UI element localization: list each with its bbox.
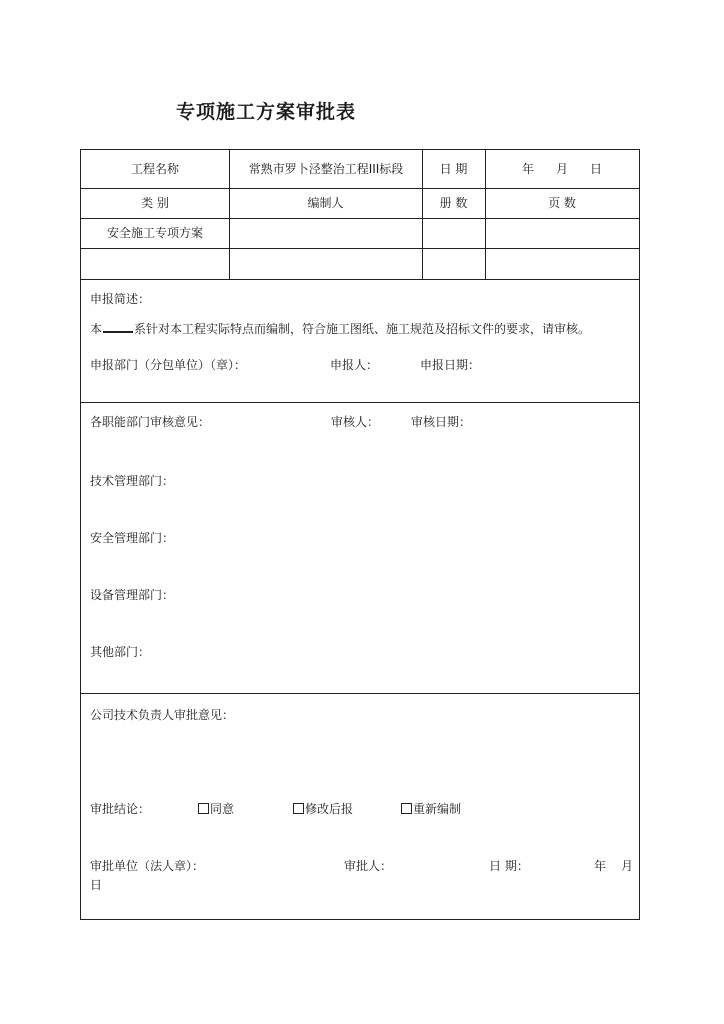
pages-field[interactable] <box>485 248 639 279</box>
reviewer-label: 审核人： <box>331 415 380 429</box>
approval-heading: 公司技术负责人审批意见： <box>90 708 235 722</box>
compiler-label: 编制人 <box>307 195 344 210</box>
approval-month: 月 <box>621 859 634 873</box>
approval-form <box>80 149 640 920</box>
equipment-dept-label: 设备管理部门： <box>90 588 175 602</box>
project-name-value[interactable]: 常熟市罗卜泾整治工程III标段 <box>248 161 404 176</box>
section-divider <box>81 402 639 403</box>
approval-year: 年 <box>594 859 607 873</box>
application-date-label: 申报日期： <box>420 358 481 372</box>
compiler-field[interactable] <box>229 218 422 248</box>
approver-label: 审批人： <box>344 859 393 873</box>
checkbox[interactable] <box>198 803 209 814</box>
category-field[interactable] <box>81 248 229 279</box>
compiler-field[interactable] <box>229 248 422 279</box>
row-divider <box>81 279 639 280</box>
year-label: 年 <box>521 161 534 176</box>
conclusion-label: 审批结论： <box>90 802 151 816</box>
volumes-field[interactable] <box>422 218 485 248</box>
option-recompile-label: 重新编制 <box>413 802 462 816</box>
other-dept-label: 其他部门： <box>90 645 151 659</box>
month-label: 月 <box>555 161 568 176</box>
page-title: 专项施工方案审批表 <box>176 101 357 123</box>
checkbox[interactable] <box>401 803 412 814</box>
volumes-label: 册 数 <box>439 195 468 210</box>
option-agree-label: 同意 <box>210 802 235 816</box>
approval-unit-label: 审批单位（法人章）： <box>90 859 205 873</box>
pages-field[interactable] <box>485 218 639 248</box>
approval-date-label: 日 期： <box>489 859 529 873</box>
tech-dept-label: 技术管理部门： <box>90 474 175 488</box>
option-revise[interactable] <box>293 802 353 816</box>
project-name-label: 工程名称 <box>130 161 179 176</box>
applicant-label: 申报人： <box>330 358 379 372</box>
section-divider <box>81 693 639 694</box>
option-revise-label: 修改后报 <box>305 802 354 816</box>
option-recompile[interactable] <box>401 802 461 816</box>
pages-label: 页 数 <box>548 195 576 210</box>
option-agree[interactable] <box>198 802 234 816</box>
sentence-prefix: 本 <box>90 322 103 336</box>
safety-dept-label: 安全管理部门： <box>90 531 175 545</box>
date-label: 日 期 <box>439 161 468 176</box>
review-heading: 各职能部门审核意见： <box>90 415 211 429</box>
volumes-field[interactable] <box>422 248 485 279</box>
date-value-field[interactable] <box>485 150 639 188</box>
approval-day: 日 <box>90 878 103 892</box>
day-label: 日 <box>590 161 603 176</box>
category-label: 类 别 <box>141 195 169 210</box>
blank-line[interactable] <box>103 321 133 333</box>
review-date-label: 审核日期： <box>411 415 472 429</box>
checkbox[interactable] <box>293 803 304 814</box>
application-dept-label: 申报部门（分包单位）（章）： <box>90 358 247 372</box>
application-heading: 申报简述： <box>90 292 151 306</box>
category-value[interactable]: 安全施工专项方案 <box>106 225 203 240</box>
sentence-body: 系针对本工程实际特点而编制，符合施工图纸、施工规范及招标文件的要求，请审核。 <box>134 322 591 336</box>
application-sentence <box>90 321 590 336</box>
